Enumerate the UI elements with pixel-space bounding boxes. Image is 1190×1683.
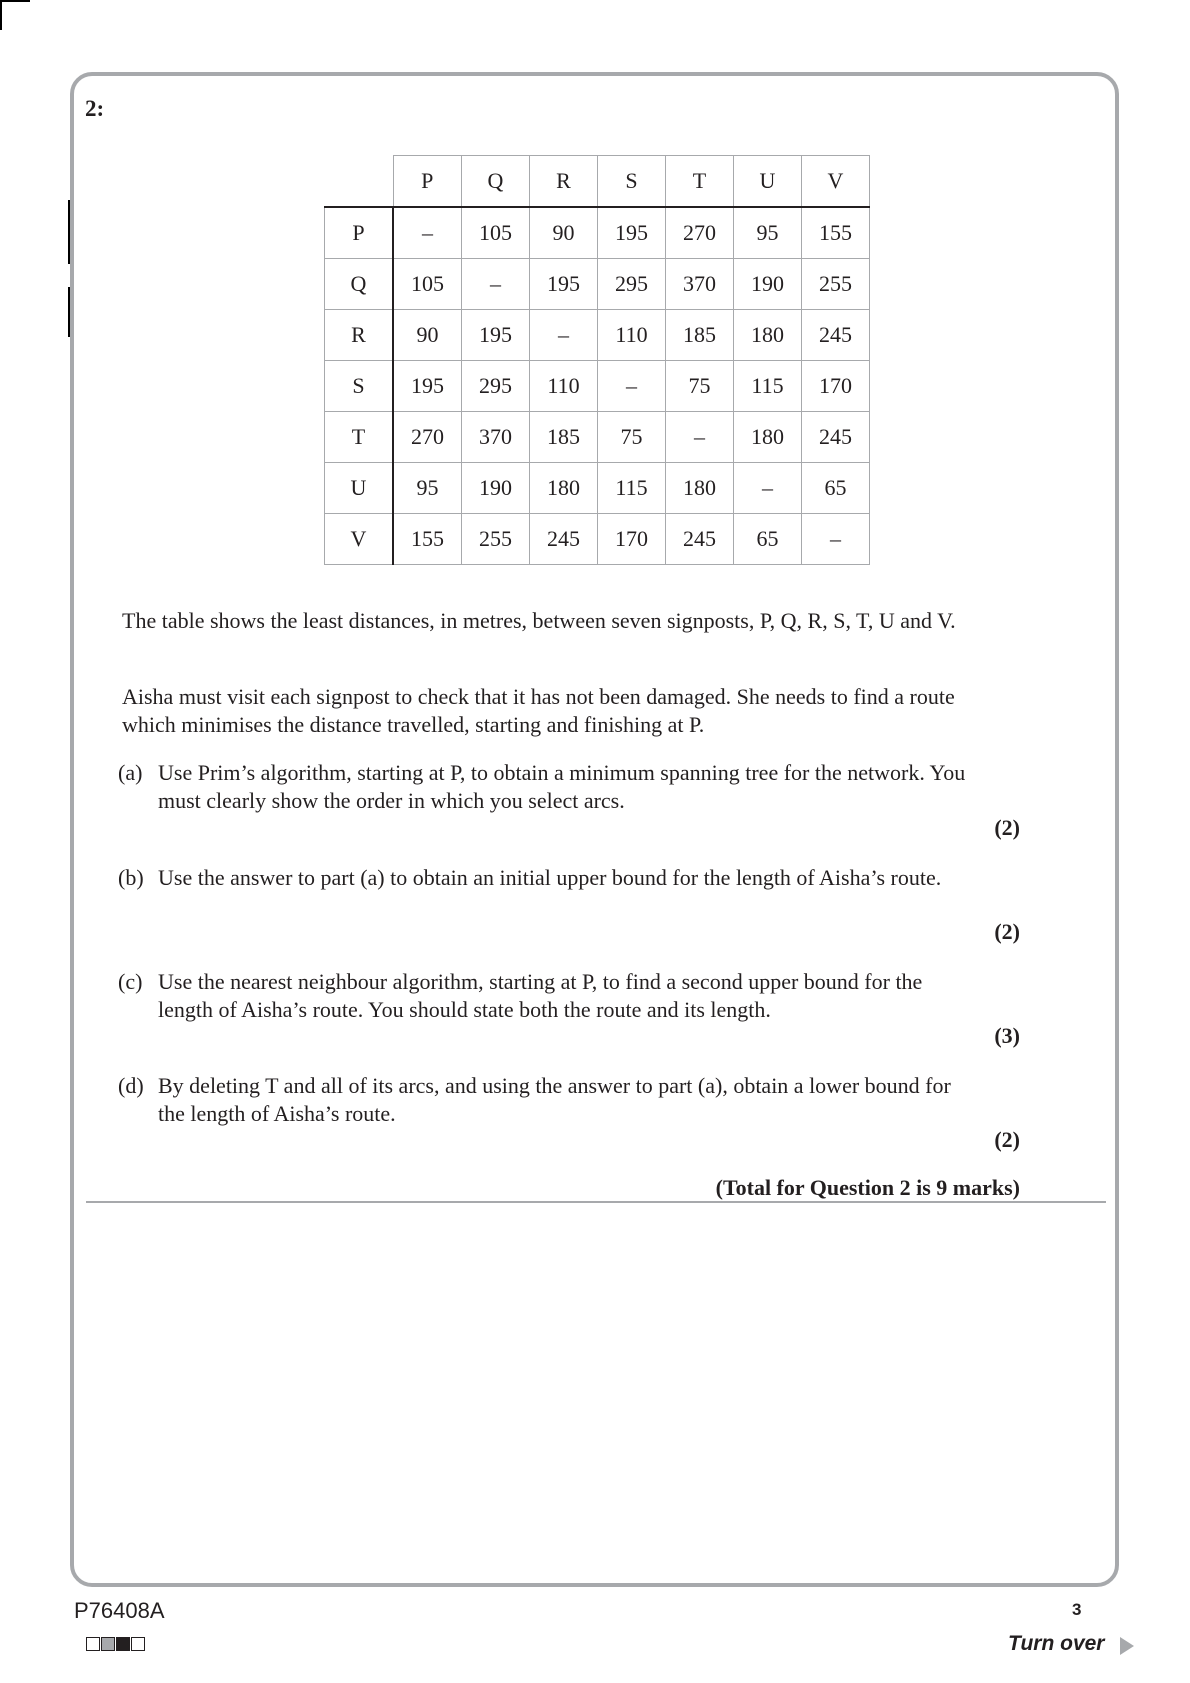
table-cell: – (734, 463, 802, 514)
table-cell: 370 (666, 259, 734, 310)
table-cell: 155 (802, 207, 870, 259)
part-text: Use the answer to part (a) to obtain an initial upper bound for the length of Aisha’s route. (158, 865, 942, 890)
row-header: V (325, 514, 394, 565)
column-header: R (530, 156, 598, 208)
part-label: (c) (118, 969, 143, 994)
table-cell: 95 (734, 207, 802, 259)
table-row (325, 514, 870, 565)
table-cell: 190 (734, 259, 802, 310)
table-cell: 185 (530, 412, 598, 463)
table-corner (325, 156, 394, 208)
table-row (325, 361, 870, 412)
question-part-b (118, 864, 968, 892)
table-header-row (325, 156, 870, 208)
table-cell: – (530, 310, 598, 361)
table-cell: 185 (666, 310, 734, 361)
table-cell: 110 (530, 361, 598, 412)
table-cell: 295 (598, 259, 666, 310)
table-cell: – (393, 207, 462, 259)
table-row (325, 207, 870, 259)
table-cell: 65 (802, 463, 870, 514)
table-cell: 115 (598, 463, 666, 514)
box (86, 1637, 100, 1651)
table-cell: 155 (393, 514, 462, 565)
table-row (325, 310, 870, 361)
table-cell: – (462, 259, 530, 310)
table-cell: 115 (734, 361, 802, 412)
distance-table (324, 155, 870, 565)
table-row (325, 412, 870, 463)
table-cell: 180 (734, 412, 802, 463)
marks-a: (2) (994, 815, 1020, 840)
part-label: (a) (118, 760, 143, 785)
marks-b: (2) (994, 919, 1020, 944)
column-header: Q (462, 156, 530, 208)
table-cell: 170 (802, 361, 870, 412)
row-header: S (325, 361, 394, 412)
context-paragraph: Aisha must visit each signpost to check that it has not been damaged. She needs to find a route which minimises the distance travelled, starting and finishing at P. (122, 684, 955, 737)
table-cell: 245 (802, 310, 870, 361)
table-cell: 90 (393, 310, 462, 361)
crop-mark-horizontal (0, 0, 30, 2)
table-cell: 105 (393, 259, 462, 310)
box (116, 1637, 130, 1651)
table-cell: 295 (462, 361, 530, 412)
part-text: By deleting T and all of its arcs, and using the answer to part (a), obtain a lower bound for the length of Aisha’s route. (158, 1073, 951, 1126)
box (101, 1637, 115, 1651)
table-cell: 105 (462, 207, 530, 259)
table-cell: 245 (530, 514, 598, 565)
divider (86, 1201, 1106, 1203)
part-label: (d) (118, 1073, 144, 1098)
table-row (325, 463, 870, 514)
table-cell: 110 (598, 310, 666, 361)
column-header: V (802, 156, 870, 208)
table-cell: 180 (530, 463, 598, 514)
table-row (325, 259, 870, 310)
table-cell: 370 (462, 412, 530, 463)
table-cell: – (666, 412, 734, 463)
part-text: Use Prim’s algorithm, starting at P, to obtain a minimum spanning tree for the network. You must clearly show the order in which you select arcs. (158, 760, 966, 813)
table-cell: 65 (734, 514, 802, 565)
column-header: T (666, 156, 734, 208)
row-header: Q (325, 259, 394, 310)
table-cell: 195 (393, 361, 462, 412)
table-cell: – (598, 361, 666, 412)
table-cell: 170 (598, 514, 666, 565)
crop-mark-vertical (0, 0, 2, 30)
table-cell: 75 (598, 412, 666, 463)
marks-c: (3) (994, 1023, 1020, 1048)
row-header: R (325, 310, 394, 361)
column-header: P (393, 156, 462, 208)
table-cell: 180 (734, 310, 802, 361)
row-header: P (325, 207, 394, 259)
table-cell: 270 (666, 207, 734, 259)
turn-over-label: Turn over (1008, 1632, 1105, 1655)
table-cell: 95 (393, 463, 462, 514)
question-part-a (118, 759, 968, 815)
part-text: Use the nearest neighbour algorithm, starting at P, to find a second upper bound for the length of Aisha’s route. You should state both the route and its length. (158, 969, 923, 1022)
row-header: T (325, 412, 394, 463)
part-label: (b) (118, 865, 144, 890)
box (131, 1637, 145, 1651)
table-cell: 90 (530, 207, 598, 259)
question-number: 2: (85, 96, 105, 121)
intro-paragraph: The table shows the least distances, in metres, between seven signposts, P, Q, R, S, T, U and V. (122, 608, 956, 633)
arrow-right-icon (1120, 1637, 1134, 1655)
page-number: 3 (1072, 1600, 1082, 1619)
table-cell: – (802, 514, 870, 565)
table-cell: 75 (666, 361, 734, 412)
table-cell: 195 (598, 207, 666, 259)
table-cell: 255 (802, 259, 870, 310)
paper-code: P76408A (74, 1598, 165, 1623)
marks-d: (2) (994, 1127, 1020, 1152)
column-header: U (734, 156, 802, 208)
table-cell: 255 (462, 514, 530, 565)
table-cell: 195 (462, 310, 530, 361)
table-cell: 195 (530, 259, 598, 310)
question-part-d (118, 1072, 968, 1128)
row-header: U (325, 463, 394, 514)
total-marks: (Total for Question 2 is 9 marks) (715, 1175, 1020, 1200)
column-header: S (598, 156, 666, 208)
table-cell: 245 (802, 412, 870, 463)
barcode-boxes (86, 1637, 146, 1651)
table-cell: 190 (462, 463, 530, 514)
table-cell: 245 (666, 514, 734, 565)
table-cell: 180 (666, 463, 734, 514)
table-cell: 270 (393, 412, 462, 463)
question-part-c (118, 968, 968, 1024)
